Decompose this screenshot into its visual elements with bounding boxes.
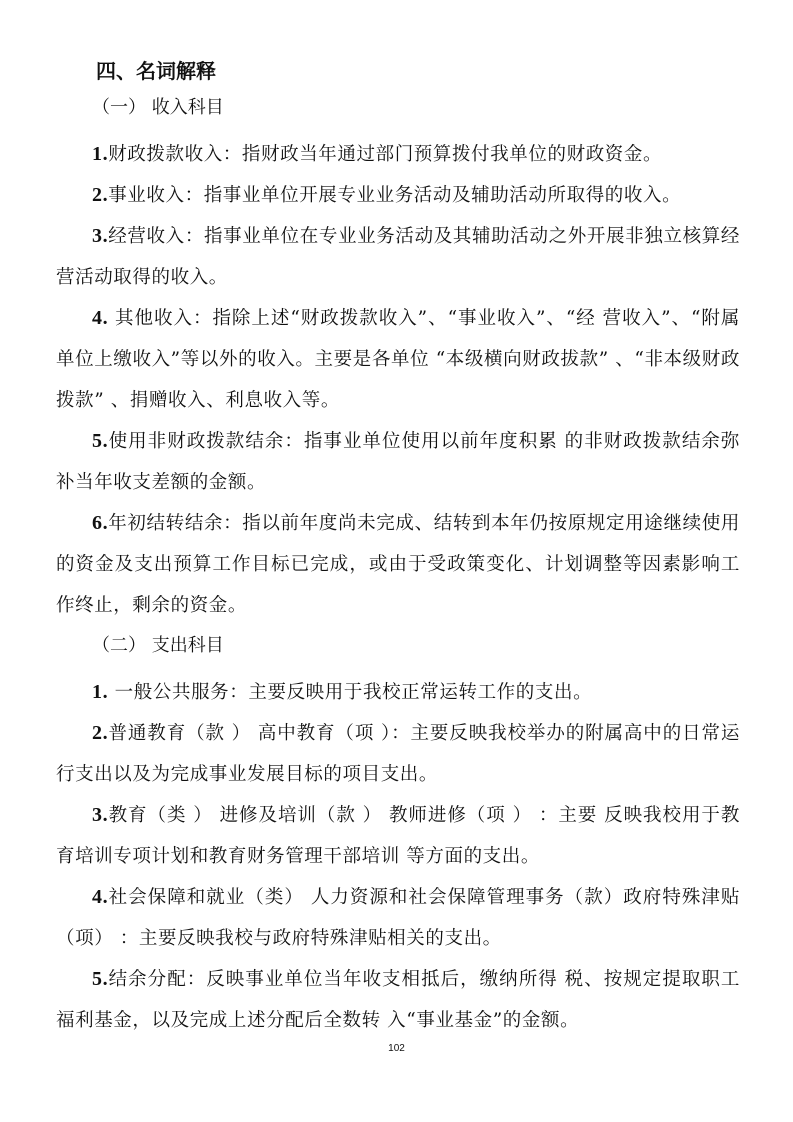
income-item-2 bbox=[56, 175, 740, 216]
income-heading: （一） 收入科目 bbox=[92, 97, 224, 118]
income-item-3 bbox=[56, 216, 740, 298]
item-number: 2. bbox=[92, 722, 109, 744]
expense-item-5 bbox=[56, 959, 740, 1041]
item-text: 年初结转结余：指以前年度尚未完成、结转到本年仍按原规定用途继续使用的资金及支出预算工作目标已完成，或由于受政策变化、计划调整等因素影响工作终止，剩余的资金。 bbox=[56, 513, 740, 616]
page-number: 102 bbox=[388, 1043, 405, 1054]
item-number: 4. bbox=[92, 307, 109, 329]
item-text: 普通教育（款 ） 高中教育（项 ）：主要反映我校举办的附属高中的日常运行支出以及为完成事业发展目标的项目支出。 bbox=[56, 723, 740, 785]
item-number: 3. bbox=[92, 225, 109, 247]
item-number: 4. bbox=[92, 886, 109, 908]
item-text: 一般公共服务：主要反映用于我校正常运转工作的支出。 bbox=[108, 682, 593, 703]
item-text: 教育（类 ） 进修及培训（款 ） 教师进修（项 ） ：主要 反映我校用于教育培训专项计划和教育财务管理干部培训 等方面的支出。 bbox=[56, 805, 740, 867]
item-text: 社会保障和就业（类） 人力资源和社会保障管理事务（款）政府特殊津贴（项） ：主要反映我校与政府特殊津贴相关的支出。 bbox=[56, 887, 740, 949]
item-number: 5. bbox=[92, 968, 109, 990]
income-item-1 bbox=[56, 134, 740, 175]
income-item-5 bbox=[56, 421, 740, 503]
item-text: 财政拨款收入：指财政当年通过部门预算拨付我单位的财政资金。 bbox=[108, 144, 663, 165]
item-number: 1. bbox=[92, 143, 109, 165]
item-text: 事业收入：指事业单位开展专业业务活动及辅助活动所取得的收入。 bbox=[108, 185, 682, 206]
item-number: 1. bbox=[92, 681, 109, 703]
income-item-4 bbox=[56, 298, 740, 421]
item-number: 5. bbox=[92, 430, 109, 452]
section-title: 四、名词解释 bbox=[96, 59, 216, 83]
item-text: 其他收入：指除上述“财政拨款收入”、“事业收入”、“经 营收入”、“附属单位上缴收入”等以外的收入。主要是各单位 “本级横向财政拔款” 、“非本级财政拨款” 、捐赠收入、利息收入等。 bbox=[56, 308, 740, 411]
expense-item-4 bbox=[56, 877, 740, 959]
item-number: 3. bbox=[92, 804, 109, 826]
item-text: 经营收入：指事业单位在专业业务活动及其辅助活动之外开展非独立核算经营活动取得的收入。 bbox=[56, 226, 740, 288]
expense-item-2 bbox=[56, 713, 740, 795]
expense-item-3 bbox=[56, 795, 740, 877]
item-number: 6. bbox=[92, 512, 109, 534]
expense-item-1 bbox=[56, 672, 740, 713]
item-number: 2. bbox=[92, 184, 109, 206]
income-item-6 bbox=[56, 503, 740, 626]
item-text: 结余分配：反映事业单位当年收支相抵后，缴纳所得 税、按规定提取职工福利基金，以及完成上述分配后全数转 入“事业基金”的金额。 bbox=[56, 969, 740, 1031]
expense-heading: （二） 支出科目 bbox=[92, 635, 224, 656]
item-text: 使用非财政拨款结余：指事业单位使用以前年度积累 的非财政拨款结余弥补当年收支差额的金额。 bbox=[56, 431, 740, 493]
